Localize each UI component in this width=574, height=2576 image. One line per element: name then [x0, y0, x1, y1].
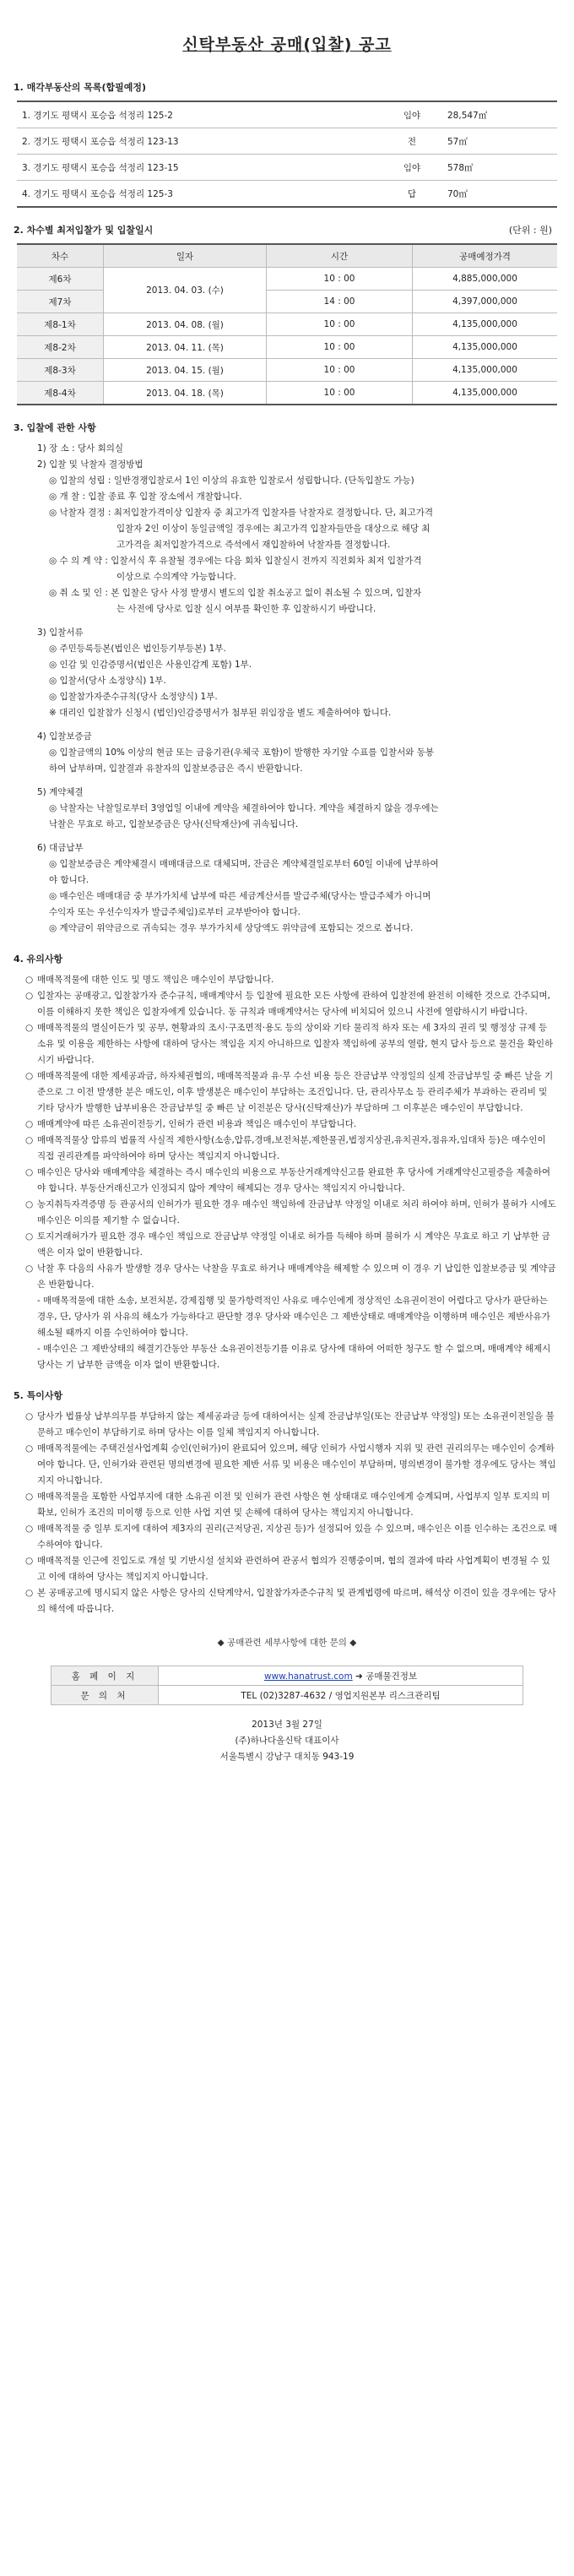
precautions-list [25, 972, 557, 1373]
text-line: 야 합니다. [49, 875, 89, 885]
list-item-text: 본 공매공고에 명시되지 않은 사항은 당사의 신탁계약서, 입찰참가자준수규칙 및 관계법령에 따르며, 해석상 이견이 있을 경우에는 당사의 해석에 따릅니다. [37, 1588, 556, 1614]
table-row [17, 382, 557, 405]
date-cell: 2013. 04. 08. (월) [104, 313, 267, 336]
text-line: 1) 장 소 : 당사 회의실 [37, 443, 124, 454]
text-line: ◎ 낙찰자 결정 : 최저입찰가격이상 입찰자 중 최고가격 입찰자를 낙찰자로 결정합니다. 단, 최고가격 [49, 508, 434, 518]
time-cell: 14 : 00 [267, 291, 413, 313]
bullet-icon: ○ [25, 1023, 34, 1033]
section2-heading [14, 223, 566, 236]
table-row [17, 268, 557, 291]
property-table [17, 101, 557, 208]
table-row [17, 359, 557, 382]
list-item-text: 토지거래허가가 필요한 경우 매수인 책임으로 잔금납부 약정일 이내로 허가를 득해야 하며 불허가 시 계약은 무효로 하고 기 납부한 금액은 이자 없이 반환합니다. [37, 1231, 550, 1258]
arrow-right-icon: ➜ [355, 1671, 366, 1682]
text-line: 4) 입찰보증금 [37, 731, 92, 742]
bullet-icon: ○ [25, 1167, 34, 1177]
round-cell: 제8-3차 [17, 359, 104, 382]
date-cell: 2013. 04. 03. (수) [104, 268, 267, 313]
date-cell: 2013. 04. 15. (월) [104, 359, 267, 382]
list-item-text: 매매목적물의 멸실이든가 및 공부, 현황과의 조시·구조면적·용도 등의 상이와 기타 물리적 하자 또는 세 3자의 권리 및 행정상 규제 등 소유 및 이용을 제한하는 사항에 대하여 당사는 책임을 지지 아니하므로 입찰자 책임하에 공부의 열람, 현지 답사 등으로 물건을 확인하시기 바랍니다. [37, 1023, 554, 1065]
text-line: 낙찰은 무효로 하고, 입찰보증금은 당사(신탁재산)에 귀속됩니다. [49, 819, 299, 829]
special-notes-list [25, 1409, 557, 1617]
bullet-icon: ○ [25, 1443, 34, 1454]
text-line: ◎ 수 의 계 약 : 입찰서식 후 유찰될 경우에는 다음 회차 입찰실시 전까지 직전회차 최저 입찰가격 [49, 556, 422, 566]
list-item-text: 매수인은 당사와 매매계약을 체결하는 즉시 매수인의 비용으로 부동산거래계약신고를 완료한 후 당사에 거래계약신고필증을 제출하여야 합니다. 부동산거래신고가 인정되지 않아 계약이 해제되는 경우 당사는 책임지지 아니합니다. [37, 1167, 551, 1193]
inquiry-label: 문 의 처 [51, 1686, 159, 1705]
text-line: 2) 입찰 및 낙찰자 결정방법 [37, 459, 144, 470]
bullet-icon: ○ [25, 1231, 34, 1242]
round-cell: 제8-2차 [17, 336, 104, 359]
text-line: 하여 납부하며, 입찰결과 유찰자의 입찰보증금은 즉시 반환합니다. [49, 764, 303, 774]
text-line: ◎ 개 찰 : 입찰 종료 후 입찰 장소에서 개찰합니다. [49, 492, 242, 502]
bullet-icon: ○ [25, 1524, 34, 1534]
property-type: 전 [382, 128, 442, 155]
inquiry-value: TEL (02)3287-4632 / 영업지원본부 리스크관리팀 [159, 1686, 523, 1705]
bullet-icon: ○ [25, 1492, 34, 1502]
list-item [25, 1409, 557, 1441]
list-item [25, 972, 557, 988]
list-item [25, 1133, 557, 1165]
text-line: ◎ 입찰금액의 10% 이상의 현금 또는 금융기관(우체국 포함)이 발행한 자기앞 수표를 입찰서와 동봉 [49, 747, 435, 758]
text-line: ◎ 주민등록등본(법인은 법인등기부등본) 1부. [49, 644, 226, 654]
text-line: 는 사전에 당사로 입찰 실시 여부를 확인한 후 입찰하시기 바랍니다. [116, 604, 376, 614]
property-address: 4. 경기도 평택시 포승읍 석정리 125-3 [17, 181, 382, 208]
section1-heading: 1. 매각부동산의 목록(합필예정) [14, 82, 147, 93]
text-line: 6) 대금납부 [37, 843, 84, 853]
text-line: 3) 입찰서류 [37, 628, 84, 638]
date-cell: 2013. 04. 18. (목) [104, 382, 267, 405]
schedule-table [17, 243, 557, 405]
inquiry-notice: ◆ 공매관련 세부사항에 대한 문의 ◆ [217, 1638, 357, 1648]
time-cell: 10 : 00 [267, 268, 413, 291]
bullet-icon: ○ [25, 1411, 34, 1421]
list-item [25, 1441, 557, 1489]
list-subitem-text: - 매수인은 그 제반상태의 해결기간동안 부동산 소유권이전등기를 이유로 당사에 대하여 어떠한 청구도 할 수 없으며, 매매계약 해제시 당사는 기 납부한 금액을 이자 없이 반환합니다. [37, 1344, 551, 1370]
homepage-link[interactable]: www.hanatrust.com [263, 1671, 353, 1682]
list-item-text: 당사가 법률상 납부의무를 부담하지 않는 제세공과금 등에 대하여서는 실제 잔금납부일(또는 잔금납부 약정일) 또는 소유권이전일을 불문하고 매수인이 부담하기로 하며 당사는 이를 일체 책임지지 아니합니다. [37, 1411, 555, 1437]
round-cell: 제7차 [17, 291, 104, 313]
table-row [51, 1666, 523, 1686]
bullet-icon: ○ [25, 975, 34, 985]
text-line: ◎ 인감 및 인감증명서(법인은 사용인감계 포함) 1부. [49, 660, 252, 670]
list-item-text: 매매목적물 인근에 진입도로 개설 및 기반시설 설치와 관련하여 관공서 협의가 진행중이며, 협의 결과에 따라 사업계획이 변경될 수 있고 이에 대하여 당사는 책임지지 아니합니다. [37, 1556, 550, 1582]
time-cell: 10 : 00 [267, 336, 413, 359]
property-type: 임야 [382, 155, 442, 181]
list-item-text: 매매목적물을 포함한 사업부지에 대한 소유권 이전 및 인허가 관련 사항은 현 상태대로 매수인에게 승계되며, 사업부지 일부 토지의 미확보, 인허가 조건의 미이행 등으로 인한 사업 지연 및 손해에 대하여 당사는 책임지지 아니합니다. [37, 1492, 550, 1518]
round-cell: 제8-4차 [17, 382, 104, 405]
contact-table [51, 1666, 523, 1705]
column-header: 시간 [267, 244, 413, 268]
list-item-text: 매매목적물에 대한 인도 및 명도 책임은 매수인이 부담합니다. [37, 975, 274, 985]
price-cell: 4,885,000,000 [413, 268, 558, 291]
text-line: 수익자 또는 우선수익자가 발급주체임)로부터 교부받아야 합니다. [49, 907, 301, 917]
homepage-suffix: 공매물건정보 [366, 1671, 418, 1682]
property-type: 임야 [382, 101, 442, 128]
list-item [25, 1117, 557, 1133]
property-area: 578㎡ [442, 155, 557, 181]
column-header: 차수 [17, 244, 104, 268]
property-area: 57㎡ [442, 128, 557, 155]
list-item [25, 1068, 557, 1117]
table-row [17, 101, 557, 128]
price-cell: 4,135,000,000 [413, 336, 558, 359]
footer-company: (주)하나다올신탁 대표이사 [235, 1736, 339, 1746]
property-address: 2. 경기도 평택시 포승읍 석정리 123-13 [17, 128, 382, 155]
text-line: ◎ 입찰서(당사 소정양식) 1부. [49, 676, 166, 686]
list-item-text: 입찰자는 공매광고, 입찰참가자 준수규칙, 매매계약서 등 입찰에 필요한 모든 사항에 관하여 입찰전에 완전히 이해한 것으로 간주되며, 이를 이해하지 못한 책임은 입찰자에게 있습니다. 동 규칙과 매매계약서는 당사에 비치되어 있으니 사전에 열람하시기 바랍니다. [37, 991, 550, 1017]
round-cell: 제8-1차 [17, 313, 104, 336]
list-item [25, 1489, 557, 1521]
bullet-icon: ○ [25, 1588, 34, 1598]
list-item [25, 1585, 557, 1617]
list-item [25, 1521, 557, 1553]
table-header-row [17, 244, 557, 268]
text-line: ◎ 입찰의 성립 : 일반경쟁입찰로서 1인 이상의 유효한 입찰로서 성립합니다. (단독입찰도 가능) [49, 476, 414, 486]
bullet-icon: ○ [25, 1119, 34, 1129]
time-cell: 10 : 00 [267, 382, 413, 405]
table-row [17, 291, 557, 313]
bullet-icon: ○ [25, 1071, 34, 1081]
table-row [17, 181, 557, 208]
property-area: 28,547㎡ [442, 101, 557, 128]
text-line: ◎ 낙찰자는 낙찰일로부터 3영업일 이내에 계약을 체결하여야 합니다. 계약을 체결하지 않을 경우에는 [49, 803, 439, 813]
bullet-icon: ○ [25, 1264, 34, 1274]
property-address: 1. 경기도 평택시 포승읍 석정리 125-2 [17, 101, 382, 128]
bullet-icon: ○ [25, 991, 34, 1001]
column-header: 일자 [104, 244, 267, 268]
list-item-text: 매매목적물에 대한 제세공과금, 하자체권협의, 매매목적물과 유·무 수선 비용 등은 잔금납부 약정일의 실제 잔금납부일 중 빠른 날을 기준으로 그 이전 발생한 분은 매도인, 이후 발생분은 매수인이 부담하는 조건입니다. 단, 관리사무소 등 관리주체가 부과하는 관리비 및 기타 당사가 발행한 납부비용은 잔금납부일 중 빠른 날 이전분은 당사(신탁재산)가 부담하며 그 이후분은 매수인이 부담합니다. [37, 1071, 554, 1113]
bidding-details [25, 441, 557, 937]
table-row [17, 313, 557, 336]
property-type: 답 [382, 181, 442, 208]
table-row [17, 155, 557, 181]
text-line: ◎ 입찰보증금은 계약체결시 매매대금으로 대체되며, 잔금은 계약체결일로부터 60일 이내에 납부하여 [49, 859, 439, 869]
price-cell: 4,135,000,000 [413, 313, 558, 336]
section4-heading: 4. 유의사항 [14, 954, 63, 965]
list-item-text: 농지취득자격증명 등 관공서의 인허가가 필요한 경우 매수인 책임하에 잔금납부 약정일 이내로 처리 하여야 하며, 인허가 불허가 시에도 매수인은 이의를 제기할 수 없습니다. [37, 1199, 556, 1226]
footer [8, 1717, 566, 1765]
table-row [17, 336, 557, 359]
homepage-label: 홈 페 이 지 [51, 1666, 159, 1686]
list-item-text: 매매목적물상 압류의 법률적 사실적 제한사항(소송,압류,경매,보전처분,제한물권,법정지상권,유치권자,점유자,임대차 등)은 매수인이 직접 권리관계를 파악하여야 하며 당사는 책임지지 아니합니다. [37, 1135, 546, 1161]
text-line: ◎ 입찰참가자준수규칙(당사 소정양식) 1부. [49, 692, 218, 702]
list-subitem-text: - 매매목적물에 대한 소송, 보전처분, 강제집행 및 물가항력적인 사유로 매수인에게 정상적인 소유권이전이 어렵다고 당사가 판단하는 경우, 단, 당사가 위 사유의 해소가 가능하다고 판단할 경우 당사와 매수인은 그 제반상태로 매매계약을 이행하며 매수인은 제반사유가 해소될 때까지 이를 수인하여야 합니다. [37, 1296, 550, 1338]
list-item [25, 1553, 557, 1585]
text-line: ◎ 매수인은 매매대금 중 부가가치세 납부에 따른 세금계산서를 발급주체(당사는 발급주체가 아니며 [49, 891, 431, 901]
list-item [25, 1229, 557, 1261]
text-line: 이상으로 수의계약 가능합니다. [116, 572, 236, 582]
bullet-icon: ○ [25, 1199, 34, 1209]
column-header: 공매예정가격 [413, 244, 558, 268]
round-cell: 제6차 [17, 268, 104, 291]
bullet-icon: ○ [25, 1135, 34, 1145]
time-cell: 10 : 00 [267, 313, 413, 336]
footer-address: 서울특별시 강남구 대치동 943-19 [219, 1752, 355, 1762]
property-address: 3. 경기도 평택시 포승읍 석정리 123-15 [17, 155, 382, 181]
list-item [25, 1020, 557, 1068]
section5-heading: 5. 특이사항 [14, 1390, 63, 1401]
footer-date: 2013년 3월 27일 [252, 1720, 322, 1730]
table-row [51, 1686, 523, 1705]
price-cell: 4,397,000,000 [413, 291, 558, 313]
unit-label: (단위 : 원) [508, 225, 552, 236]
page-title: 신탁부동산 공매(입찰) 공고 [182, 35, 392, 54]
date-cell: 2013. 04. 11. (목) [104, 336, 267, 359]
time-cell: 10 : 00 [267, 359, 413, 382]
list-item [25, 1261, 557, 1293]
list-item-text: 낙찰 후 다음의 사유가 발생할 경우 당사는 낙찰을 무효로 하거나 매매계약을 해제할 수 있으며 이 경우 기 납입한 입찰보증금 및 계약금은 반환합니다. [37, 1264, 556, 1290]
list-item [25, 988, 557, 1020]
price-cell: 4,135,000,000 [413, 382, 558, 405]
list-item-text: 매매목적물 중 일부 토지에 대하여 제3자의 권리(근저당권, 지상권 등)가 설정되어 있을 수 있으며, 매수인은 이를 인수하는 조건으로 매수하여야 합니다. [37, 1524, 557, 1550]
price-cell: 4,135,000,000 [413, 359, 558, 382]
list-item [25, 1165, 557, 1197]
text-line: 입찰자 2인 이상이 동일금액일 경우에는 최고가격 입찰자들만을 대상으로 해당 최 [116, 524, 430, 534]
list-item [25, 1197, 557, 1229]
text-line: ◎ 취 소 및 인 : 본 입찰은 당사 사정 발생시 별도의 입찰 취소공고 없이 취소될 수 있으며, 입찰자 [49, 588, 422, 598]
property-area: 70㎡ [442, 181, 557, 208]
text-line: 고가격을 최저입찰가격으로 즉석에서 재입찰하여 낙찰자를 결정합니다. [116, 540, 391, 550]
section2-title: 2. 차수별 최저입찰가 및 입찰일시 [14, 225, 154, 236]
text-line: 5) 계약체결 [37, 787, 84, 797]
section3-heading: 3. 입찰에 관한 사항 [14, 422, 96, 433]
bullet-icon: ○ [25, 1556, 34, 1566]
homepage-cell [159, 1666, 523, 1686]
notice-page [8, 0, 566, 1765]
list-item-text: 매매목적물에는 주택건설사업계획 승인(인허가)이 완료되어 있으며, 해당 인허가 사업시행자 지위 및 관련 권리의무는 매수인이 승계하여야 합니다. 단, 인허가와 관련된 명의변경에 필요한 제반 서류 및 비용은 매수인이 부담하며, 명의변경이 불가할 경우에도 당사는 책임지지 아니합니다. [37, 1443, 556, 1486]
table-row [17, 128, 557, 155]
list-item-text: 매매계약에 따른 소유권이전등기, 인허가 관련 비용과 책임은 매수인이 부담합니다. [37, 1119, 357, 1129]
text-line: ※ 대리인 입찰참가 신청시 (법인)인감증명서가 첨부된 위임장을 별도 제출하여야 합니다. [49, 708, 392, 718]
text-line: ◎ 계약금이 위약금으로 귀속되는 경우 부가가치세 상당액도 위약금에 포함되는 것으로 봅니다. [49, 923, 414, 933]
